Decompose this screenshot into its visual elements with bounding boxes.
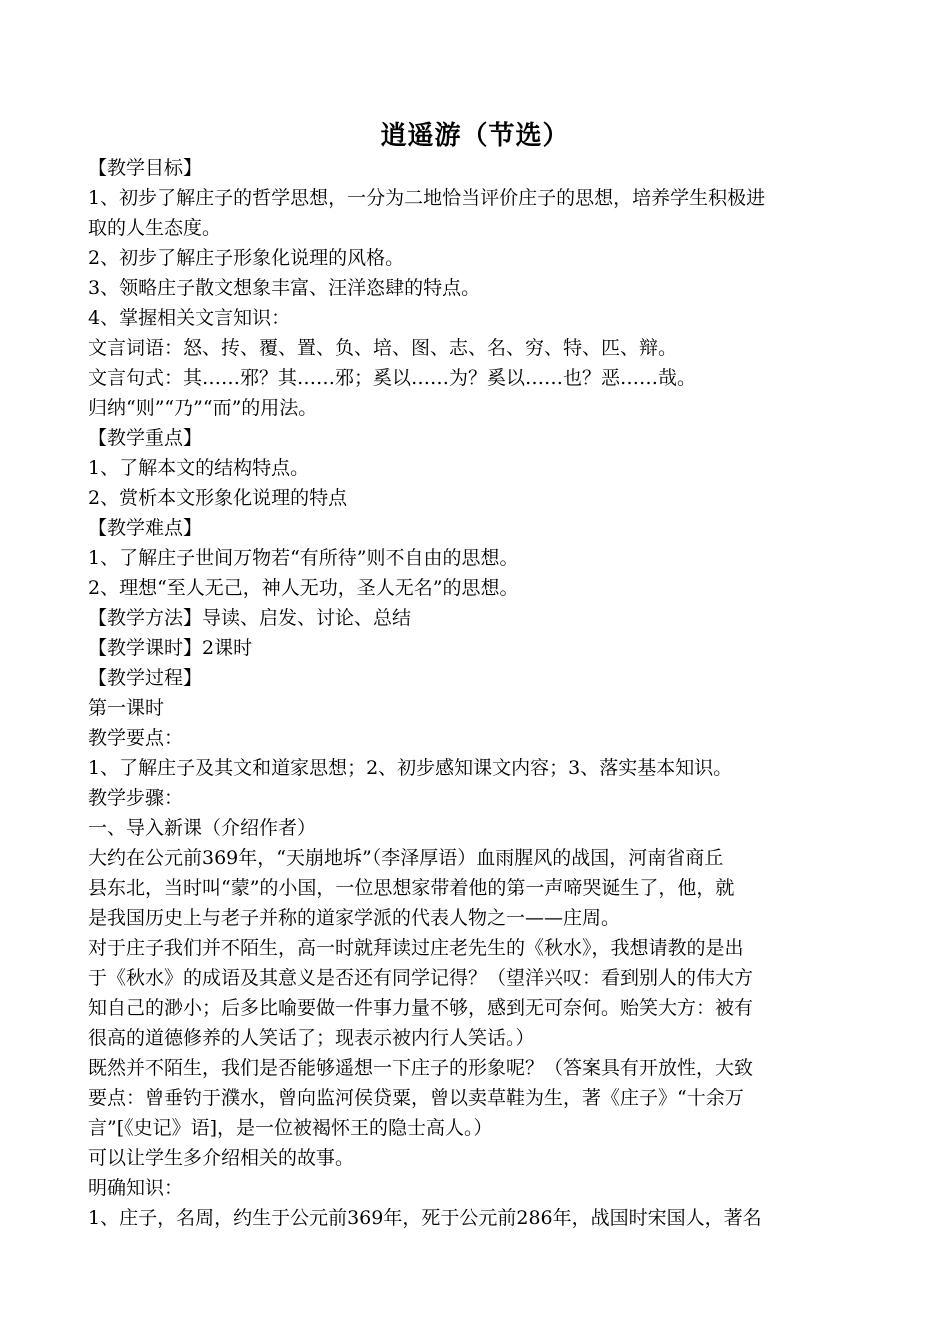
stories-note: 可以让学生多介绍相关的故事。 bbox=[88, 1147, 355, 1169]
objective-3: 3、领略庄子散文想象丰富、汪洋恣肆的特点。 bbox=[88, 277, 481, 299]
difficulty-1: 1、了解庄子世间万物若“有所待”则不自由的思想。 bbox=[88, 547, 519, 569]
classical-words: 文言词语：怒、抟、覆、置、负、培、图、志、名、穷、特、匹、辩。 bbox=[88, 337, 678, 359]
qiushui-paragraph-line-1: 对于庄子我们并不陌生，高一时就拜读过庄老先生的《秋水》，我想请教的是出 bbox=[88, 937, 744, 959]
intro-paragraph-line-2: 县东北，当时叫“蒙”的小国，一位思想家带着他的第一声啼哭诞生了，他，就 bbox=[88, 877, 735, 899]
objective-2: 2、初步了解庄子形象化说理的风格。 bbox=[88, 247, 405, 269]
section-heading-objectives: 【教学目标】 bbox=[88, 157, 203, 179]
teaching-methods: 【教学方法】导读、启发、讨论、总结 bbox=[88, 607, 412, 629]
key-point-2: 2、赏析本文形象化说理的特点 bbox=[88, 487, 348, 509]
document-title: 逍遥游（节选） bbox=[380, 121, 570, 151]
objective-4: 4、掌握相关文言知识： bbox=[88, 307, 291, 329]
qiushui-paragraph-line-2: 于《秋水》的成语及其意义是否还有同学记得？（望洋兴叹：看到别人的伟大方 bbox=[88, 967, 754, 989]
document-body bbox=[88, 153, 866, 1233]
image-paragraph-line-3: 言”[《史记》语]，是一位被褐怀王的隐士高人。） bbox=[88, 1117, 493, 1139]
classical-sentence-patterns: 文言句式：其……邪？其……邪；奚以……为？奚以……也？恶……哉。 bbox=[88, 367, 697, 389]
qiushui-paragraph-line-3: 知自己的渺小；后多比喻要做一件事力量不够，感到无可奈何。贻笑大方：被有 bbox=[88, 997, 754, 1019]
knowledge-heading: 明确知识： bbox=[88, 1177, 184, 1199]
image-paragraph-line-2: 要点：曾垂钓于濮水，曾向监河侯贷粟，曾以卖草鞋为生，著《庄子》“十余万 bbox=[88, 1087, 744, 1109]
intro-paragraph-line-1: 大约在公元前369年，“天崩地坼”（李泽厚语）血雨腥风的战国，河南省商丘 bbox=[88, 847, 724, 869]
section-heading-difficulties: 【教学难点】 bbox=[88, 517, 203, 539]
intro-paragraph-line-3: 是我国历史上与老子并称的道家学派的代表人物之一——庄周。 bbox=[88, 907, 621, 929]
objective-1-line-1: 1、初步了解庄子的哲学思想，一分为二地恰当评价庄子的思想，培养学生积极进 bbox=[88, 187, 766, 209]
key-point-1: 1、了解本文的结构特点。 bbox=[88, 457, 310, 479]
section-heading-process: 【教学过程】 bbox=[88, 667, 203, 689]
knowledge-item-1: 1、庄子，名周，约生于公元前369年，死于公元前286年，战国时宋国人，著名 bbox=[88, 1207, 762, 1229]
usage-summary: 归纳“则”“乃”“而”的用法。 bbox=[88, 397, 318, 419]
section-heading-key-points: 【教学重点】 bbox=[88, 427, 203, 449]
step-1-heading: 一、导入新课（介绍作者） bbox=[88, 817, 317, 839]
difficulty-2: 2、理想“至人无己，神人无功，圣人无名”的思想。 bbox=[88, 577, 519, 599]
image-paragraph-line-1: 既然并不陌生，我们是否能够遥想一下庄子的形象呢？（答案具有开放性，大致 bbox=[88, 1057, 754, 1079]
qiushui-paragraph-line-4: 很高的道德修养的人笑话了；现表示被内行人笑话。） bbox=[88, 1027, 535, 1049]
lesson-steps-heading: 教学步骤： bbox=[88, 787, 184, 809]
first-lesson-heading: 第一课时 bbox=[88, 697, 165, 719]
lesson-points: 1、了解庄子及其文和道家思想；2、初步感知课文内容；3、落实基本知识。 bbox=[88, 757, 733, 779]
teaching-hours: 【教学课时】2课时 bbox=[88, 637, 253, 659]
lesson-points-heading: 教学要点： bbox=[88, 727, 184, 749]
objective-1-line-2: 取的人生态度。 bbox=[88, 217, 222, 239]
